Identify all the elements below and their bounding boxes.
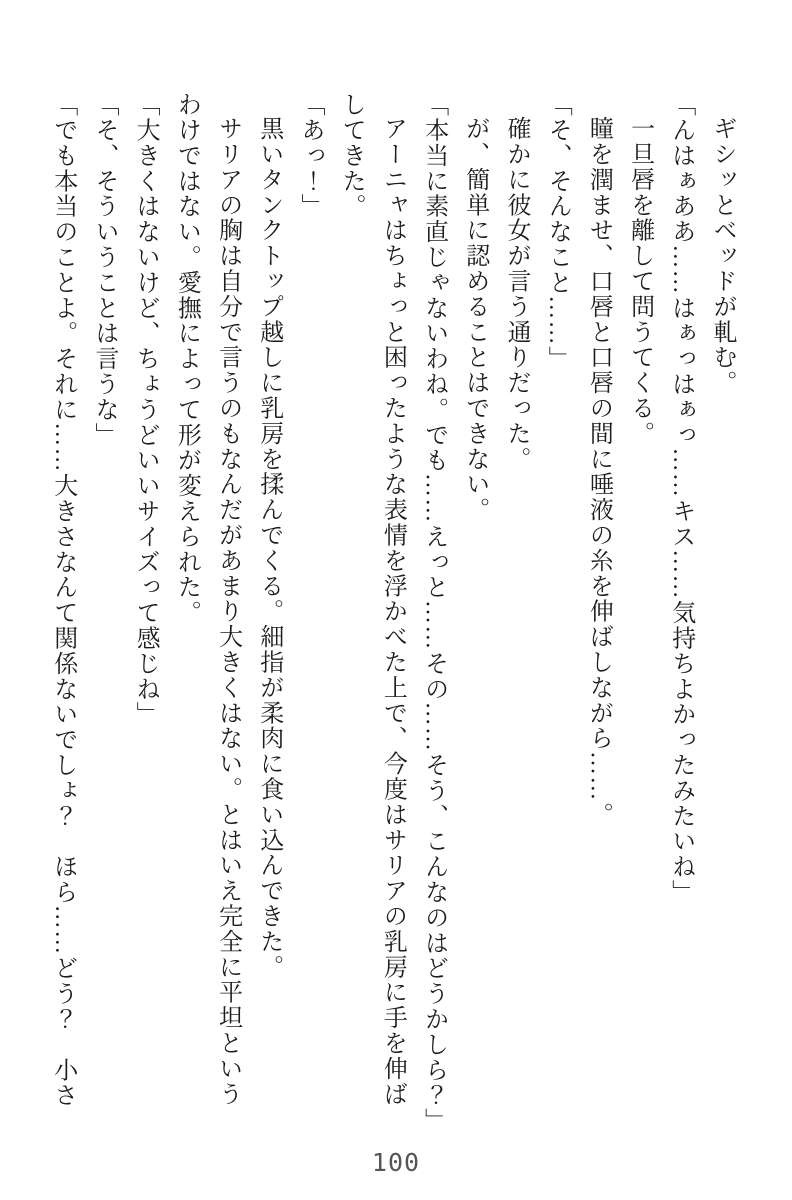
paragraph-line: アーニャはちょっと困ったような表情を浮かべた上で、今度はサリアの乳房に手を伸ばしてきた。: [338, 92, 406, 1107]
paragraph-line: 「大きくはないけど、ちょうどいいサイズって感じね」: [132, 92, 159, 727]
paragraph-line: 「でも本当のことよ。それに……大きさなんて関係ないでしょ？ ほら……どう？ 小さ: [49, 92, 76, 1108]
paragraph-line: 確かに彼女が言う通りだった。: [502, 116, 529, 472]
paragraph-line: 「そ、そういうことは言うな」: [90, 92, 117, 448]
vertical-text-block: [42, 92, 742, 1134]
paragraph-line: 「そ、そんなこと……」: [544, 92, 571, 372]
paragraph-line: が、簡単に認めることはできない。: [461, 116, 488, 523]
paragraph-line: 「んはぁああ……はぁっはぁっ……キス……気持ちよかったみたいね」: [667, 92, 694, 905]
page-number: 100: [371, 1148, 421, 1177]
paragraph-line: 瞳を潤ませ、口唇と口唇の間に唾液の糸を伸ばしながら……。: [585, 116, 612, 828]
paragraph-line: サリアの胸は自分で言うのもなんだがあまり大きくはない。とはいえ完全に平坦というわけではない。愛撫によって形が変えられた。: [173, 92, 241, 1107]
paragraph-line: 「あっ！」: [296, 92, 323, 219]
paragraph-line: 黒いタンクトップ越しに乳房を揉んでくる。細指が柔肉に食い込んできた。: [255, 116, 282, 980]
paragraph-line: 一旦唇を離して問うてくる。: [626, 116, 653, 447]
paragraph-line: ギシッとベッドが軋む。: [709, 116, 735, 396]
paragraph-line: 「本当に素直じゃないわね。でも……えっと……その……そう、こんなのはどうかしら？」: [420, 92, 447, 1134]
